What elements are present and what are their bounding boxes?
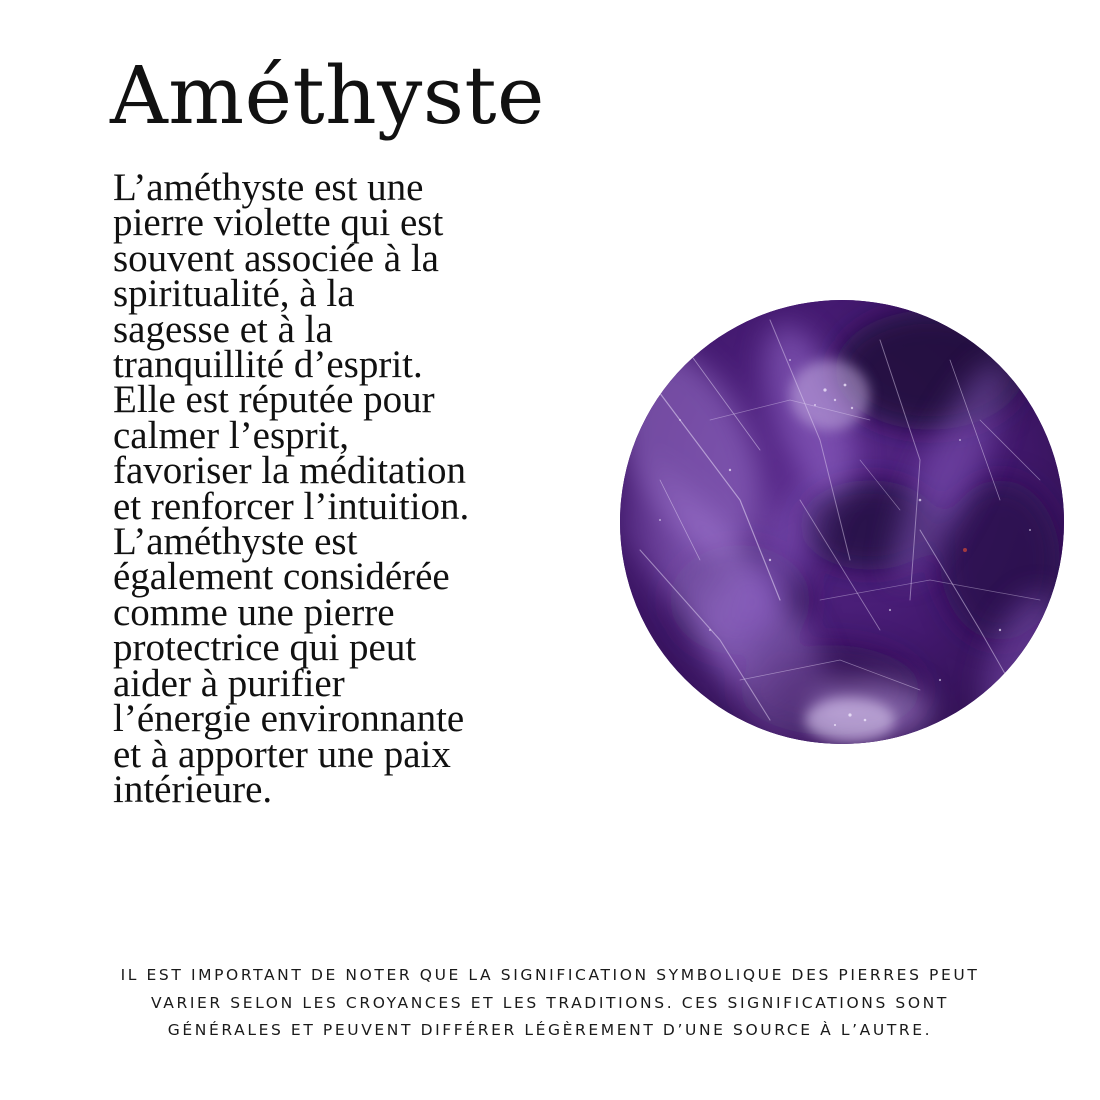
description-line: et à apporter une paix: [113, 732, 451, 776]
footnote-line: VARIER SELON LES CROYANCES ET LES TRADITIONS. CES SIGNIFICATIONS SONT: [151, 993, 949, 1012]
description-line: aider à purifier: [113, 661, 345, 705]
description-line: spiritualité, à la: [113, 272, 355, 316]
description-line: intérieure.: [113, 767, 273, 811]
amethyst-stone-image: [620, 300, 1064, 744]
description-line: protectrice qui peut: [113, 626, 417, 670]
description-line: et renforcer l’intuition.: [113, 484, 470, 528]
amethyst-texture: [620, 300, 1064, 744]
footnote-line: IL EST IMPORTANT DE NOTER QUE LA SIGNIFICATION SYMBOLIQUE DES PIERRES PEUT: [120, 966, 980, 984]
page-title: Améthyste: [110, 49, 545, 142]
description-line: sagesse et à la: [113, 307, 333, 351]
description-line: L’améthyste est une: [113, 166, 424, 209]
description-line: également considérée: [113, 555, 450, 599]
footnote-line: GÉNÉRALES ET PEUVENT DIFFÉRER LÉGÈREMENT D’UNE SOURCE À L’AUTRE.: [167, 1021, 933, 1039]
description-line: souvent associée à la: [113, 236, 439, 280]
description-line: L’améthyste est: [113, 520, 358, 564]
stone-inclusion: [963, 548, 967, 552]
description-text: [113, 166, 553, 811]
description-line: comme une pierre: [113, 590, 395, 634]
description-line: tranquillité d’esprit.: [113, 343, 423, 387]
footnote-text: [0, 962, 1100, 1045]
description-line: Elle est réputée pour: [113, 378, 435, 422]
description-line: pierre violette qui est: [113, 201, 444, 245]
description-line: calmer l’esprit,: [113, 413, 350, 457]
description-line: l’énergie environnante: [113, 697, 465, 741]
description-line: favoriser la méditation: [113, 449, 467, 493]
